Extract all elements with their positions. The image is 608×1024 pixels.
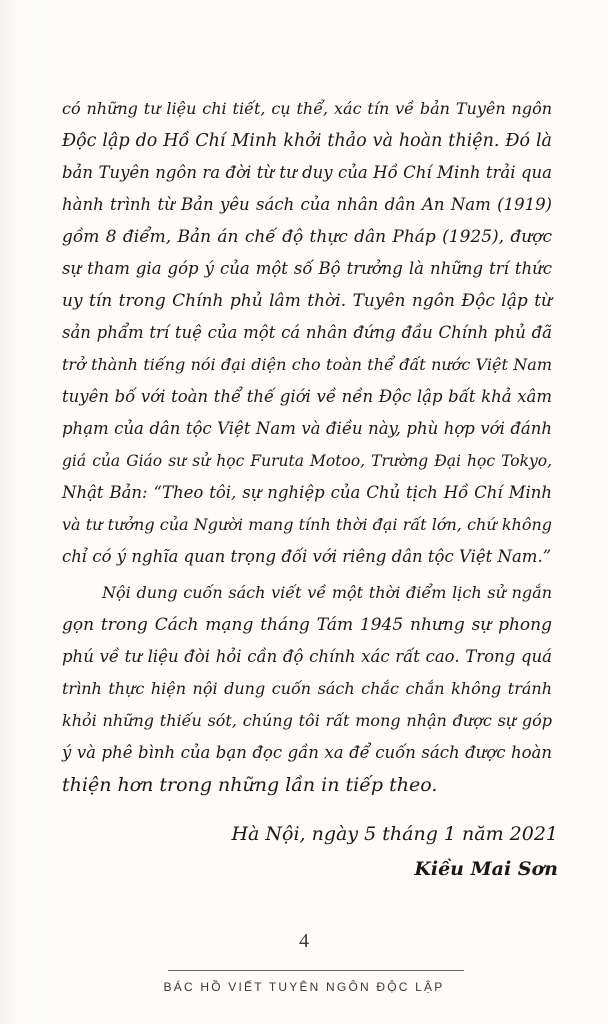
body-line: chỉ có ý nghĩa quan trọng đối với riêng dân tộc Việt Nam.” bbox=[62, 547, 552, 566]
signature-author: Kiều Mai Sơn bbox=[414, 858, 558, 880]
body-line: và tư tưởng của Người mang tính thời đại rất lớn, chứ không bbox=[62, 515, 552, 534]
footer-divider bbox=[168, 970, 464, 971]
body-line: Nhật Bản: “Theo tôi, sự nghiệp của Chủ tịch Hồ Chí Minh bbox=[62, 483, 552, 502]
body-line: gọn trong Cách mạng tháng Tám 1945 nhưng sự phong bbox=[62, 615, 552, 635]
body-text bbox=[62, 93, 552, 801]
body-line: uy tín trong Chính phủ lâm thời. Tuyên ngôn Độc lập từ bbox=[62, 291, 552, 311]
body-line: gồm 8 điểm, Bản án chế độ thực dân Pháp (1925), được bbox=[62, 227, 552, 247]
body-line: sự tham gia góp ý của một số Bộ trưởng là những trí thức bbox=[62, 259, 552, 278]
body-line: giá của Giáo sư sử học Furuta Motoo, Trường Đại học Tokyo, bbox=[62, 452, 552, 470]
body-line: khỏi những thiếu sót, chúng tôi rất mong nhận được sự góp bbox=[62, 711, 552, 730]
signature-place-date: Hà Nội, ngày 5 tháng 1 năm 2021 bbox=[231, 823, 558, 845]
body-line: bản Tuyên ngôn ra đời từ tư duy của Hồ Chí Minh trải qua bbox=[62, 163, 552, 182]
page-number: 4 bbox=[299, 930, 309, 952]
body-line: Độc lập do Hồ Chí Minh khởi thảo và hoàn thiện. Đó là bbox=[62, 131, 552, 151]
body-line: thiện hơn trong những lần in tiếp theo. bbox=[62, 774, 438, 796]
body-line: ý và phê bình của bạn đọc gần xa để cuốn sách được hoàn bbox=[62, 743, 552, 762]
body-line: trở thành tiếng nói đại diện cho toàn thể đất nước Việt Nam bbox=[62, 355, 552, 374]
running-title: BÁC HỒ VIẾT TUYÊN NGÔN ĐỘC LẬP bbox=[163, 980, 445, 994]
body-line: hành trình từ Bản yêu sách của nhân dân An Nam (1919) bbox=[62, 195, 552, 214]
body-line: tuyên bố với toàn thể thế giới về nền Độc lập bất khả xâm bbox=[62, 387, 552, 406]
body-line: có những tư liệu chi tiết, cụ thể, xác tín về bản Tuyên ngôn bbox=[62, 99, 552, 118]
body-line: phạm của dân tộc Việt Nam và điều này, phù hợp với đánh bbox=[62, 419, 552, 438]
body-line: Nội dung cuốn sách viết về một thời điểm lịch sử ngắn bbox=[102, 583, 552, 602]
body-line: sản phẩm trí tuệ của một cá nhân đứng đầu Chính phủ đã bbox=[62, 323, 552, 342]
body-line: trình thực hiện nội dung cuốn sách chắc chắn không tránh bbox=[62, 679, 552, 698]
body-line: phú về tư liệu đòi hỏi cần độ chính xác rất cao. Trong quá bbox=[62, 647, 552, 666]
